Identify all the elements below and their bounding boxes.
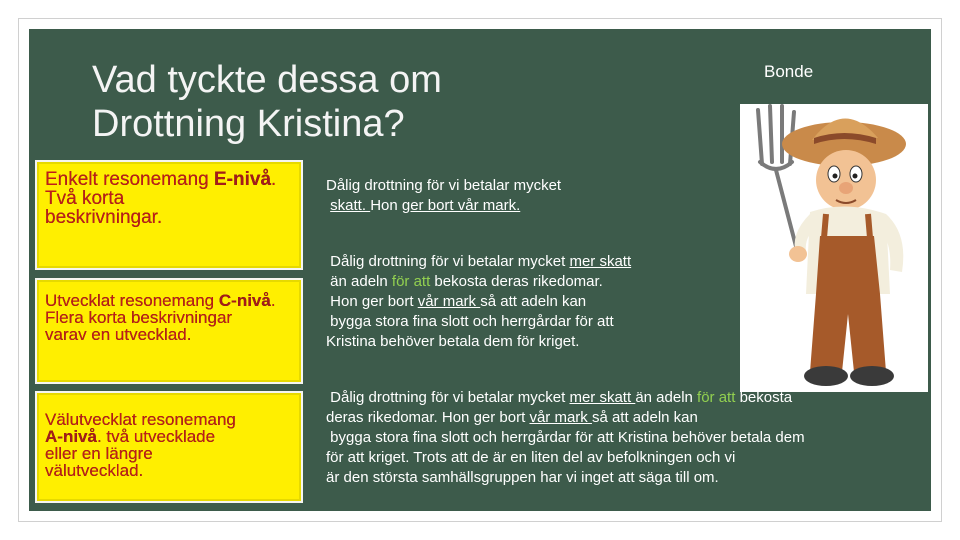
- answer-c-l1-under: mer skatt: [569, 253, 632, 270]
- answer-a-text: [326, 388, 906, 488]
- level-e-box: [37, 162, 301, 268]
- answer-c-line-2: [326, 272, 706, 292]
- answer-a-l3: bygga stora fina slott och herrgårdar för att Kristina behöver betala dem: [330, 429, 805, 446]
- level-a-box: [37, 393, 301, 501]
- level-a-heading-end: . två utvecklade: [96, 427, 216, 446]
- answer-c-l2-green: för att: [391, 273, 431, 290]
- answer-c-l3-under: vår mark: [417, 293, 481, 310]
- answer-c-line-5: Kristina behöver betala dem för kriget.: [326, 333, 580, 350]
- level-a-line-3: eller en längre: [45, 444, 153, 463]
- answer-a-l1-under: mer skatt: [569, 389, 636, 406]
- level-e-heading-end: .: [271, 169, 277, 190]
- answer-c-l3-b: så att adeln kan: [480, 293, 587, 310]
- answer-e-text: [326, 176, 626, 216]
- level-e-line-2: Två korta: [45, 188, 125, 209]
- level-c-heading: [45, 292, 293, 309]
- farmer-picture: [740, 104, 928, 392]
- level-c-box: [37, 280, 301, 382]
- role-label: Bonde: [764, 62, 814, 81]
- answer-e-underline-1: skatt.: [330, 197, 371, 214]
- answer-a-l1-b: än adeln: [635, 389, 698, 406]
- answer-a-l1-c: bekosta: [735, 389, 793, 406]
- level-c-line-2: Flera korta beskrivningar: [45, 308, 233, 327]
- level-e-grade: E-nivå: [214, 169, 272, 190]
- answer-c-text: [326, 252, 706, 352]
- answer-a-line-1: [326, 388, 906, 408]
- answer-c-l1-a: Dålig drottning för vi betalar mycket: [330, 253, 570, 270]
- level-a-heading: Välutvecklat resonemang: [45, 410, 236, 429]
- level-e-heading: [45, 170, 293, 189]
- farmer-illustration: [740, 104, 928, 392]
- level-c-heading-text: Utvecklat resonemang: [45, 291, 219, 310]
- answer-a-line-4: för att kriget. Trots att de är en liten del av befolkningen och vi: [326, 449, 736, 466]
- answer-a-l1-green: för att: [697, 389, 736, 406]
- answer-c-l2-b: bekosta deras rikedomar.: [430, 273, 603, 290]
- answer-e-line-2: [326, 196, 626, 216]
- answer-a-l2-b: så att adeln kan: [591, 409, 698, 426]
- answer-c-line-1: [326, 252, 706, 272]
- level-a-line-4: välutvecklad.: [45, 461, 144, 480]
- answer-c-l4: bygga stora fina slott och herrgårdar för att: [330, 313, 614, 330]
- answer-c-line-3: [326, 292, 706, 312]
- level-c-line-3: varav en utvecklad.: [45, 325, 192, 344]
- level-c-grade: C-nivå: [218, 291, 271, 310]
- answer-a-line-3: [326, 428, 906, 448]
- level-a-line-2: [45, 428, 293, 445]
- answer-e-rest: Hon: [370, 197, 402, 214]
- answer-a-l2-under: vår mark: [529, 409, 592, 426]
- answer-c-l2-a: än adeln: [330, 273, 392, 290]
- answer-a-l1-a: Dålig drottning för vi betalar mycket: [330, 389, 570, 406]
- answer-c-l3-a: Hon ger bort: [330, 293, 418, 310]
- slide-title: [92, 58, 532, 146]
- answer-e-line-1: Dålig drottning för vi betalar mycket: [326, 177, 562, 194]
- answer-a-line-5: är den största samhällsgruppen har vi inget att säga till om.: [326, 469, 719, 486]
- answer-a-l2-a: deras rikedomar. Hon ger bort: [326, 409, 530, 426]
- answer-e-underline-2: ger bort vår mark.: [401, 197, 521, 214]
- level-a-grade: A-nivå: [45, 427, 97, 446]
- level-c-heading-end: .: [270, 291, 276, 310]
- level-e-line-3: beskrivningar.: [45, 207, 163, 228]
- title-line-1: Vad tyckte dessa om: [92, 59, 442, 101]
- title-line-2: Drottning Kristina?: [92, 103, 405, 145]
- answer-a-line-2: [326, 408, 906, 428]
- answer-c-line-4: [326, 312, 706, 332]
- level-e-heading-text: Enkelt resonemang: [45, 169, 214, 190]
